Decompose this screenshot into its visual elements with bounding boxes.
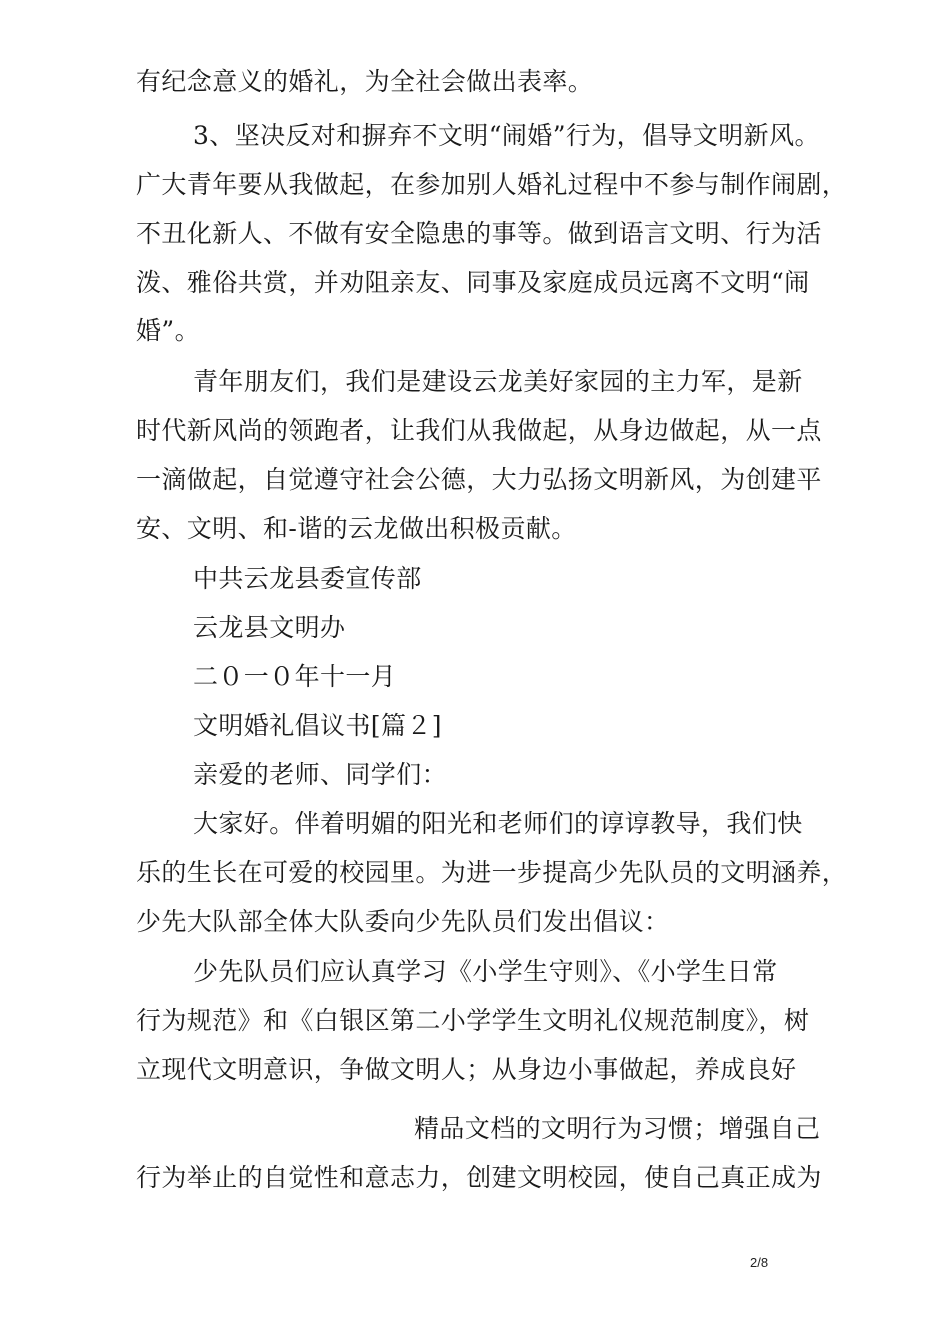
- signature-date: 二０一０年十一月: [193, 662, 397, 691]
- text-line: 泼、雅俗共赏，并劝阻亲友、同事及家庭成员远离不文明“闹: [136, 268, 810, 297]
- text-line: 婚”。: [136, 316, 200, 345]
- text-line: 行为规范》和《白银区第二小学学生文明礼仪规范制度》，树: [136, 1006, 810, 1035]
- page-number: 2/8: [750, 1255, 769, 1270]
- section-title: 文明婚礼倡议书[篇２]: [193, 711, 442, 740]
- text-line: 广大青年要从我做起，在参加别人婚礼过程中不参与制作闹剧，: [136, 170, 848, 199]
- text-line: 少先队员们应认真学习《小学生守则》、《小学生日常: [193, 957, 778, 986]
- text-line: 时代新风尚的领跑者，让我们从我做起，从身边做起，从一点: [136, 416, 822, 445]
- text-line: 一滴做起，自觉遵守社会公德，大力弘扬文明新风，为创建平: [136, 465, 822, 494]
- text-line: 有纪念意义的婚礼，为全社会做出表率。: [136, 67, 594, 96]
- text-line: 青年朋友们，我们是建设云龙美好家园的主力军，是新: [193, 367, 803, 396]
- text-line: 少先大队部全体大队委向少先队员们发出倡议：: [136, 907, 670, 936]
- text-line: 大家好。伴着明媚的阳光和老师们的谆谆教导，我们快: [193, 809, 803, 838]
- text-line: 不丑化新人、不做有安全隐患的事等。做到语言文明、行为活: [136, 219, 822, 248]
- text-line: 立现代文明意识，争做文明人；从身边小事做起，养成良好: [136, 1055, 797, 1084]
- text-line: 乐的生长在可爱的校园里。为进一步提高少先队员的文明涵养，: [136, 858, 848, 887]
- text-line: 行为举止的自觉性和意志力，创建文明校园，使自己真正成为: [136, 1163, 822, 1192]
- signature-department: 中共云龙县委宣传部: [193, 564, 422, 593]
- signature-office: 云龙县文明办: [193, 613, 346, 642]
- text-line: 精品文档的文明行为习惯；增强自己: [414, 1114, 821, 1143]
- salutation: 亲爱的老师、同学们：: [193, 760, 448, 789]
- text-line: 3、坚决反对和摒弃不文明“闹婚”行为，倡导文明新风。: [193, 121, 820, 150]
- text-line: 安、文明、和-谐的云龙做出积极贡献。: [136, 514, 577, 543]
